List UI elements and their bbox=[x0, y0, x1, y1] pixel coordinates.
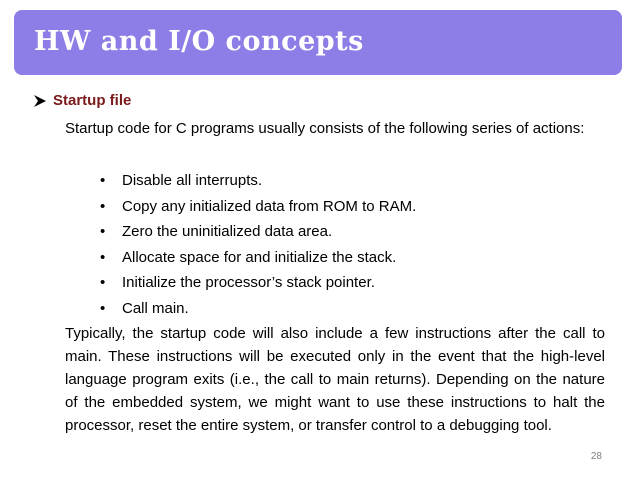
list-item-text: Disable all interrupts. bbox=[122, 172, 263, 190]
list-item-text: Initialize the processor’s stack pointer. bbox=[122, 274, 375, 292]
bullet-dot: • bbox=[100, 172, 106, 190]
section-heading bbox=[33, 92, 131, 109]
arrow-bullet-icon bbox=[33, 94, 47, 108]
list-item-text: Allocate space for and initialize the stack. bbox=[122, 248, 397, 266]
list-item-text: Call main. bbox=[122, 299, 189, 317]
list-item-text: Zero the uninitialized data area. bbox=[122, 223, 333, 241]
section-heading-label: Startup file bbox=[53, 92, 132, 109]
bullet-dot: • bbox=[100, 299, 106, 317]
bullet-dot: • bbox=[100, 248, 106, 266]
closing-paragraph: Typically, the startup code will also include a few instructions after the call to main. These instructions will be executed only in the event that the high-level language program exits (i.e., the call to main returns). Depending on the nature of the embedded system, we might want to use these instructions to halt the processor, reset the entire system, or transfer control to a debugging tool. bbox=[65, 325, 605, 434]
list-item bbox=[100, 194, 416, 220]
list-item bbox=[100, 270, 416, 296]
list-item bbox=[100, 296, 416, 322]
list-item bbox=[100, 245, 416, 271]
bullet-dot: • bbox=[100, 223, 106, 241]
list-item bbox=[100, 168, 416, 194]
bullet-dot: • bbox=[100, 274, 106, 292]
slide-title: HW and I/O concepts bbox=[34, 26, 364, 57]
bullet-dot: • bbox=[100, 197, 106, 215]
page-number: 28 bbox=[590, 451, 602, 462]
bullet-list bbox=[100, 168, 416, 321]
list-item-text: Copy any initialized data from ROM to RAM. bbox=[122, 197, 417, 215]
title-bar bbox=[14, 10, 622, 75]
list-item bbox=[100, 219, 416, 245]
intro-paragraph: Startup code for C programs usually consists of the following series of actions: bbox=[65, 120, 585, 137]
